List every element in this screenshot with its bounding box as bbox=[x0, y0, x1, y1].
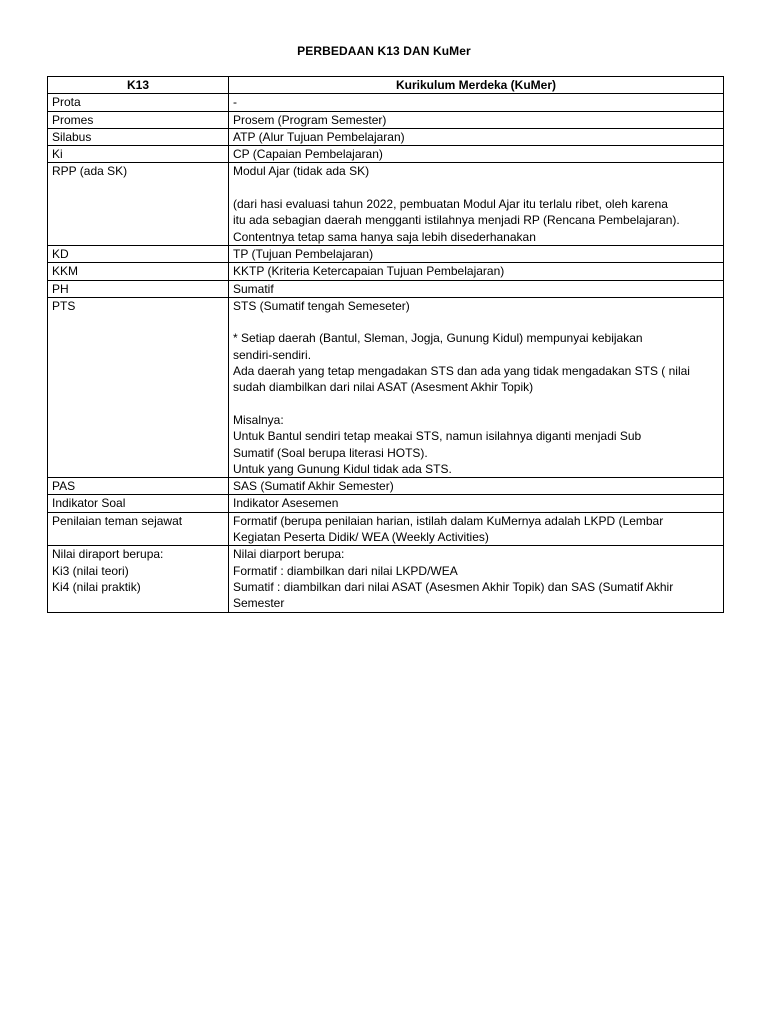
table-row bbox=[48, 546, 724, 612]
cell-text-line: sudah diambilkan dari nilai ASAT (Asesment Akhir Topik) bbox=[233, 380, 534, 395]
cell-text-line: STS (Sumatif tengah Semeseter) bbox=[233, 298, 410, 313]
table-row bbox=[48, 512, 724, 546]
kumer-cell bbox=[229, 495, 724, 512]
kumer-cell bbox=[229, 111, 724, 128]
cell-text-line: Prota bbox=[52, 95, 81, 110]
blank-line bbox=[233, 180, 719, 196]
cell-text-line: KKM bbox=[52, 264, 79, 279]
cell-text-line: Semester bbox=[233, 596, 285, 611]
cell-text-line: TP (Tujuan Pembelajaran) bbox=[233, 246, 374, 261]
cell-text-line: * Setiap daerah (Bantul, Sleman, Jogja, Gunung Kidul) mempunyai kebijakan bbox=[233, 331, 643, 346]
cell-text-line: sendiri-sendiri. bbox=[233, 347, 312, 362]
cell-text-line: KKTP (Kriteria Ketercapaian Tujuan Pembelajaran) bbox=[233, 264, 505, 279]
cell-text-line: Nilai diarport berupa: bbox=[233, 547, 345, 562]
cell-text-line: Untuk yang Gunung Kidul tidak ada STS. bbox=[233, 461, 452, 476]
kumer-cell bbox=[229, 163, 724, 245]
table-row bbox=[48, 245, 724, 262]
table-row bbox=[48, 263, 724, 280]
k13-cell bbox=[48, 146, 229, 163]
blank-line bbox=[233, 314, 719, 330]
table-body bbox=[48, 94, 724, 612]
k13-cell bbox=[48, 263, 229, 280]
cell-text-line: PH bbox=[52, 281, 69, 296]
table-row bbox=[48, 128, 724, 145]
cell-text-line: Indikator Soal bbox=[52, 496, 126, 511]
cell-text-line: Sumatif bbox=[233, 281, 274, 296]
cell-text-line: Ada daerah yang tetap mengadakan STS dan ada yang tidak mengadakan STS ( nilai bbox=[233, 364, 690, 379]
kumer-cell bbox=[229, 280, 724, 297]
cell-text-line: itu ada sebagian daerah mengganti istilahnya menjadi RP (Rencana Pembelajaran). bbox=[233, 213, 680, 228]
k13-cell bbox=[48, 495, 229, 512]
cell-text-line: Indikator Asesemen bbox=[233, 496, 339, 511]
column-header-k13: K13 bbox=[48, 77, 229, 94]
table-row bbox=[48, 111, 724, 128]
cell-text-line: (dari hasi evaluasi tahun 2022, pembuatan Modul Ajar itu terlalu ribet, oleh karena bbox=[233, 197, 668, 212]
cell-text-line: Ki bbox=[52, 147, 63, 162]
cell-text-line: Sumatif (Soal berupa literasi HOTS). bbox=[233, 445, 428, 460]
table-row bbox=[48, 495, 724, 512]
kumer-cell bbox=[229, 245, 724, 262]
kumer-cell bbox=[229, 128, 724, 145]
blank-line bbox=[233, 396, 719, 412]
column-header-kumer: Kurikulum Merdeka (KuMer) bbox=[229, 77, 724, 94]
cell-text-line: Promes bbox=[52, 112, 94, 127]
kumer-cell bbox=[229, 478, 724, 495]
cell-text-line: KD bbox=[52, 246, 69, 261]
kumer-cell bbox=[229, 297, 724, 477]
k13-cell bbox=[48, 546, 229, 612]
cell-text-line: Contentnya tetap sama hanya saja lebih disederhanakan bbox=[233, 229, 536, 244]
kumer-cell bbox=[229, 263, 724, 280]
cell-text-line: Formatif (berupa penilaian harian, istilah dalam KuMernya adalah LKPD (Lembar bbox=[233, 513, 664, 528]
cell-text-line: Misalnya: bbox=[233, 412, 284, 427]
cell-text-line: Untuk Bantul sendiri tetap meakai STS, namun isilahnya diganti menjadi Sub bbox=[233, 429, 642, 444]
cell-text-line: - bbox=[233, 95, 237, 110]
cell-text-line: PTS bbox=[52, 298, 76, 313]
cell-text-line: RPP (ada SK) bbox=[52, 164, 128, 179]
table-header-row bbox=[48, 77, 724, 94]
k13-cell bbox=[48, 297, 229, 477]
cell-text-line: SAS (Sumatif Akhir Semester) bbox=[233, 479, 394, 494]
cell-text-line: Penilaian teman sejawat bbox=[52, 513, 183, 528]
cell-text-line: Ki4 (nilai praktik) bbox=[52, 579, 141, 594]
k13-cell bbox=[48, 280, 229, 297]
kumer-cell bbox=[229, 546, 724, 612]
k13-cell bbox=[48, 512, 229, 546]
k13-cell bbox=[48, 128, 229, 145]
cell-text-line: PAS bbox=[52, 479, 76, 494]
cell-text-line: CP (Capaian Pembelajaran) bbox=[233, 147, 383, 162]
cell-text-line: Nilai diraport berupa: bbox=[52, 547, 164, 562]
cell-text-line: ATP (Alur Tujuan Pembelajaran) bbox=[233, 129, 405, 144]
k13-cell bbox=[48, 245, 229, 262]
kumer-cell bbox=[229, 512, 724, 546]
table-row bbox=[48, 163, 724, 245]
table-row bbox=[48, 280, 724, 297]
table-row bbox=[48, 146, 724, 163]
kumer-cell bbox=[229, 94, 724, 111]
k13-cell bbox=[48, 478, 229, 495]
document-title: PERBEDAAN K13 DAN KuMer bbox=[297, 44, 471, 58]
k13-cell bbox=[48, 163, 229, 245]
table-row bbox=[48, 297, 724, 477]
cell-text-line: Sumatif : diambilkan dari nilai ASAT (Asesmen Akhir Topik) dan SAS (Sumatif Akhir bbox=[233, 579, 674, 594]
table-row bbox=[48, 478, 724, 495]
cell-text-line: Prosem (Program Semester) bbox=[233, 112, 387, 127]
kumer-cell bbox=[229, 146, 724, 163]
cell-text-line: Modul Ajar (tidak ada SK) bbox=[233, 164, 370, 179]
table-row bbox=[48, 94, 724, 111]
cell-text-line: Kegiatan Peserta Didik/ WEA (Weekly Activities) bbox=[233, 530, 489, 545]
cell-text-line: Silabus bbox=[52, 129, 92, 144]
k13-cell bbox=[48, 111, 229, 128]
k13-cell bbox=[48, 94, 229, 111]
cell-text-line: Formatif : diambilkan dari nilai LKPD/WEA bbox=[233, 563, 458, 578]
comparison-table bbox=[47, 76, 724, 613]
cell-text-line: Ki3 (nilai teori) bbox=[52, 563, 129, 578]
